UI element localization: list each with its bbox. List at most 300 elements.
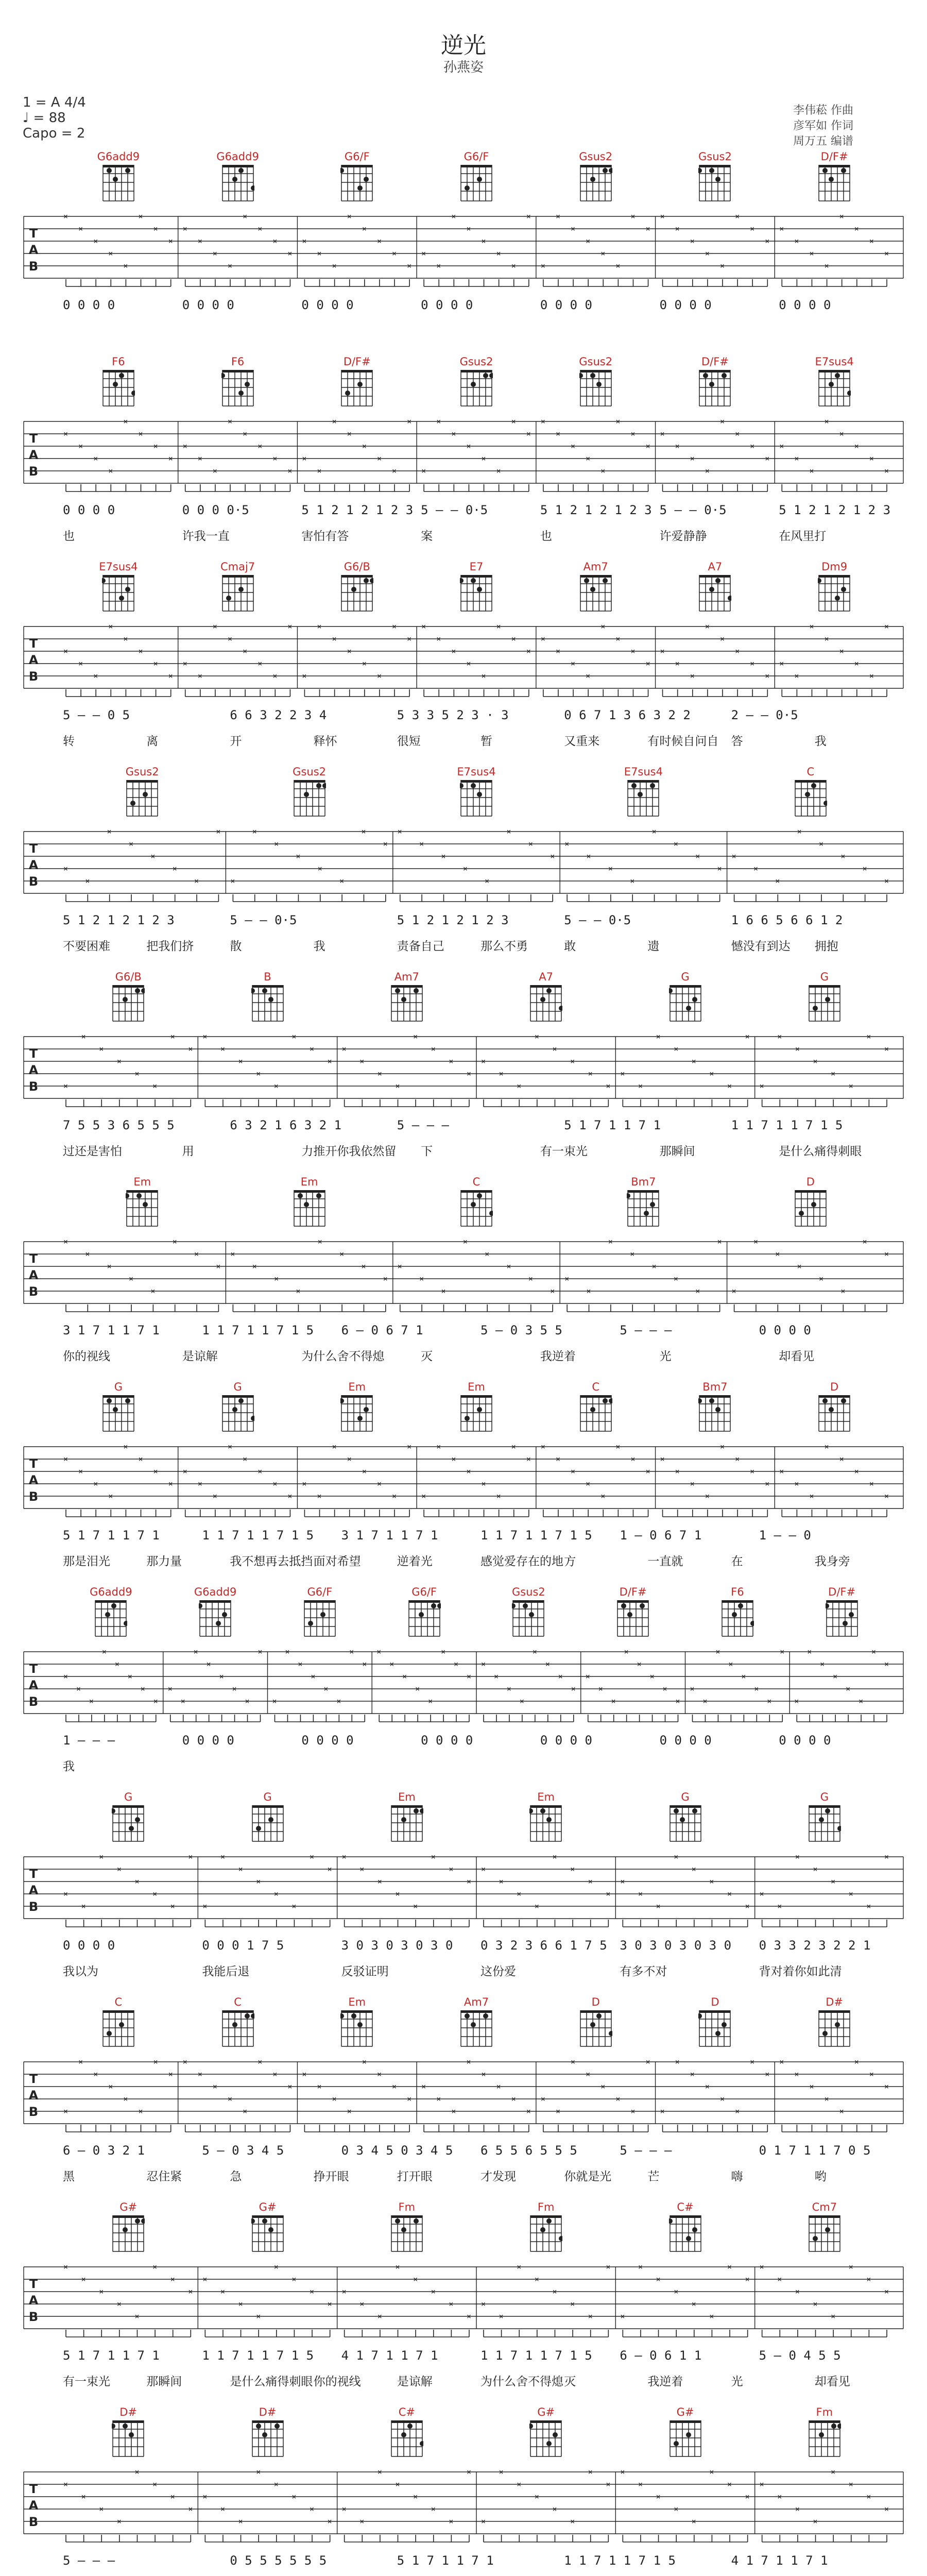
chord-diagram: [293, 779, 326, 817]
chord-name: E7: [469, 561, 484, 573]
svg-text:×: ×: [765, 2070, 770, 2079]
chord-diagram: [251, 2419, 284, 2458]
numbered-notation: 0 3 3 2 3 2 2 1: [759, 1938, 871, 1953]
chord-name: D: [806, 1176, 815, 1188]
chord-row: [23, 1585, 904, 1641]
svg-text:×: ×: [526, 212, 531, 221]
svg-text:×: ×: [392, 1492, 397, 1501]
svg-text:×: ×: [600, 622, 606, 631]
svg-text:×: ×: [108, 2082, 113, 2091]
tab-system: [23, 1790, 904, 1990]
svg-text:×: ×: [376, 454, 382, 463]
svg-text:×: ×: [727, 2262, 732, 2272]
svg-text:×: ×: [797, 1262, 802, 1271]
svg-text:×: ×: [813, 1865, 818, 1874]
artist-name: 孙燕姿: [443, 60, 484, 75]
svg-text:×: ×: [759, 2480, 764, 2489]
svg-text:×: ×: [152, 1081, 158, 1091]
svg-text:×: ×: [99, 2504, 104, 2514]
svg-text:×: ×: [831, 1069, 836, 1078]
chord-diagram: [390, 984, 423, 1022]
svg-text:×: ×: [467, 1877, 472, 1886]
chord: [245, 2200, 291, 2252]
svg-text:×: ×: [258, 1467, 263, 1476]
svg-text:×: ×: [570, 2517, 575, 2526]
tab-system: [23, 560, 904, 759]
numbered-notation: 5 1 2 1 2 1 2 3: [301, 503, 414, 517]
svg-text:×: ×: [517, 1081, 522, 1091]
svg-text:×: ×: [93, 236, 98, 246]
chord: [692, 149, 738, 202]
chord: [801, 970, 848, 1022]
svg-text:×: ×: [114, 1659, 119, 1669]
svg-text:×: ×: [392, 466, 397, 476]
svg-text:×: ×: [134, 1877, 140, 1886]
svg-text:×: ×: [656, 2275, 661, 2284]
svg-text:×: ×: [735, 647, 740, 656]
svg-text:×: ×: [884, 876, 889, 886]
chord: [95, 560, 142, 612]
lyric: 灭: [564, 2375, 576, 2388]
svg-text:×: ×: [383, 1274, 388, 1283]
svg-text:×: ×: [376, 671, 382, 681]
tab-staff: [23, 826, 904, 904]
lyric: 是什么痛得刺眼: [779, 1145, 862, 1158]
svg-text:×: ×: [585, 1672, 590, 1681]
svg-text:×: ×: [795, 2287, 800, 2296]
chord-name: G#: [119, 2201, 138, 2213]
chord: [662, 1790, 709, 1842]
svg-text:×: ×: [854, 442, 859, 451]
svg-text:×: ×: [419, 839, 424, 849]
tab-system: [23, 970, 904, 1170]
svg-text:×: ×: [197, 454, 202, 463]
composer-credit: 李伟菘 作曲: [793, 104, 853, 117]
svg-text:×: ×: [341, 1044, 347, 1054]
svg-text:×: ×: [691, 2517, 696, 2526]
svg-text:×: ×: [481, 671, 486, 681]
svg-text:×: ×: [754, 1684, 759, 1693]
svg-text:×: ×: [467, 2467, 472, 2477]
svg-text:×: ×: [193, 1647, 198, 1656]
chord-diagram: [293, 1189, 326, 1227]
svg-text:×: ×: [138, 2107, 143, 2116]
numbered-notation: 0 0 0 0: [421, 298, 473, 312]
svg-text:×: ×: [85, 876, 90, 886]
svg-text:×: ×: [839, 647, 844, 656]
svg-text:×: ×: [638, 1889, 643, 1899]
svg-text:×: ×: [238, 2517, 243, 2526]
svg-text:×: ×: [571, 1684, 576, 1693]
svg-text:×: ×: [506, 1262, 511, 1271]
svg-text:×: ×: [735, 1454, 740, 1464]
svg-text:×: ×: [63, 2480, 68, 2489]
lyric: 为什么舍不得熄: [301, 1350, 385, 1363]
svg-text:×: ×: [228, 634, 233, 643]
notation-row: [23, 913, 904, 934]
svg-text:×: ×: [884, 2082, 889, 2091]
svg-text:×: ×: [220, 2504, 225, 2514]
svg-text:×: ×: [466, 442, 471, 451]
svg-text:×: ×: [719, 634, 725, 643]
chord-name: D/F#: [343, 355, 371, 368]
svg-text:×: ×: [511, 417, 516, 426]
svg-text:×: ×: [615, 261, 621, 270]
chord: [714, 1585, 761, 1637]
chord-diagram: [102, 1394, 135, 1432]
svg-text:×: ×: [197, 2070, 202, 2079]
svg-text:×: ×: [63, 2262, 68, 2272]
chord-name: D: [591, 1996, 600, 2008]
chord-name: Fm: [816, 2406, 833, 2418]
lyric: 责备自己: [397, 940, 444, 953]
chord-diagram: [460, 1394, 493, 1432]
chord-name: G6add9: [216, 150, 259, 163]
svg-text:×: ×: [866, 1902, 871, 1911]
numbered-notation: 1 1 7 1 1 7 1 5: [202, 1528, 314, 1543]
numbered-notation: 5 — — 0·5: [230, 913, 297, 927]
svg-text:×: ×: [779, 224, 784, 233]
svg-text:×: ×: [361, 1262, 366, 1271]
chord-name: G6/F: [307, 1586, 333, 1598]
lyric: 我身旁: [814, 1555, 850, 1568]
svg-text:×: ×: [107, 827, 112, 836]
svg-text:×: ×: [765, 236, 770, 246]
svg-text:×: ×: [116, 2517, 122, 2526]
svg-text:×: ×: [519, 1697, 524, 1706]
svg-text:×: ×: [347, 429, 352, 438]
chord-name: C: [114, 1996, 123, 2008]
svg-text:×: ×: [674, 2504, 679, 2514]
chord-row: [23, 2405, 904, 2462]
svg-text:×: ×: [794, 454, 799, 463]
svg-text:×: ×: [108, 622, 113, 631]
tab-clef-letter: B: [28, 1694, 39, 1709]
chord-name: E7sus4: [457, 766, 496, 778]
tab-system: [23, 2200, 904, 2400]
svg-text:×: ×: [526, 2107, 531, 2116]
svg-text:×: ×: [767, 1697, 772, 1706]
svg-text:×: ×: [884, 1852, 889, 1861]
svg-text:×: ×: [552, 1852, 557, 1861]
svg-text:×: ×: [779, 1467, 784, 1476]
svg-text:×: ×: [116, 2299, 122, 2309]
lyrics-row: [23, 527, 904, 547]
lyric: 也: [540, 530, 552, 543]
svg-text:×: ×: [481, 2070, 486, 2079]
numbered-notation: 1 1 7 1 1 7 1 5: [202, 1323, 314, 1337]
chord: [620, 1175, 666, 1227]
svg-text:×: ×: [656, 1032, 661, 1041]
svg-text:×: ×: [349, 1647, 354, 1656]
chord-diagram: [698, 1394, 731, 1432]
chord-diagram: [579, 369, 612, 407]
svg-text:×: ×: [361, 827, 366, 836]
svg-text:×: ×: [347, 2107, 352, 2116]
chord-diagram: [818, 2009, 851, 2047]
svg-text:×: ×: [571, 2057, 576, 2066]
numbered-notation: 0 3 4 5 0 3 4 5: [341, 2143, 453, 2158]
svg-text:×: ×: [302, 2070, 307, 2079]
numbered-notation: 5 1 2 1 2 1 2 3: [397, 913, 509, 927]
svg-text:×: ×: [339, 876, 345, 886]
svg-text:×: ×: [392, 2082, 397, 2091]
svg-text:×: ×: [620, 2312, 625, 2321]
chord: [811, 560, 857, 612]
svg-text:×: ×: [138, 1454, 143, 1464]
chord-name: Gsus2: [579, 355, 613, 368]
tab-clef-letter: T: [29, 1046, 38, 1061]
svg-text:×: ×: [212, 1492, 217, 1501]
svg-text:×: ×: [705, 1492, 710, 1501]
svg-text:×: ×: [745, 2492, 750, 2501]
svg-text:×: ×: [359, 2517, 365, 2526]
svg-text:×: ×: [586, 671, 591, 681]
svg-text:×: ×: [600, 249, 606, 258]
svg-text:×: ×: [571, 442, 576, 451]
svg-text:×: ×: [854, 224, 859, 233]
chord-name: G: [820, 1791, 829, 1803]
lyric: 有一束光: [540, 1145, 588, 1158]
svg-text:×: ×: [451, 212, 456, 221]
numbered-notation: 0 0 0 0: [779, 298, 831, 312]
chord: [692, 1995, 738, 2047]
chord: [692, 1380, 738, 1432]
chord-row: [23, 765, 904, 821]
tab-clef-letter: T: [29, 1456, 38, 1471]
svg-text:×: ×: [745, 1032, 750, 1041]
svg-text:×: ×: [359, 1057, 365, 1066]
svg-text:×: ×: [794, 1697, 799, 1706]
chord-name: D/F#: [820, 150, 848, 163]
svg-text:×: ×: [691, 1865, 696, 1874]
chord: [801, 2405, 848, 2458]
lyric: 感觉爱存在的地: [480, 1555, 563, 1568]
lyrics-row: [23, 2372, 904, 2393]
song-title: 逆光: [441, 32, 486, 59]
chord-diagram: [390, 2214, 423, 2252]
svg-text:×: ×: [859, 1697, 864, 1706]
chord-row: [23, 1790, 904, 1846]
svg-text:×: ×: [813, 1057, 818, 1066]
svg-text:×: ×: [272, 671, 278, 681]
svg-text:×: ×: [273, 1889, 279, 1899]
svg-text:×: ×: [690, 1684, 695, 1693]
svg-text:×: ×: [167, 1684, 173, 1693]
tab-clef-letter: T: [29, 431, 38, 446]
chord: [215, 1380, 261, 1432]
chord-name: B: [264, 971, 271, 983]
chord: [573, 1380, 619, 1432]
numbered-notation: 5 1 2 1 2 1 2 3: [63, 913, 175, 927]
svg-text:×: ×: [467, 2312, 472, 2321]
numbered-notation: 5 — — 0·5: [421, 503, 488, 517]
numbered-notation: 6 — 0 3 2 1: [63, 2143, 145, 2158]
lyrics-row: [23, 1962, 904, 1982]
lyric: 下: [421, 1145, 433, 1158]
svg-text:×: ×: [359, 2299, 365, 2309]
lyric: 拥抱: [814, 940, 838, 953]
numbered-notation: 0 3 2 3 6 6 1 7 5: [480, 1938, 607, 1953]
svg-text:×: ×: [526, 1454, 531, 1464]
lyrics-row: [23, 1757, 904, 1777]
lyric: 我逆着: [540, 1350, 576, 1363]
svg-text:×: ×: [511, 2094, 516, 2104]
svg-text:×: ×: [848, 2480, 853, 2489]
svg-text:×: ×: [341, 2504, 347, 2514]
svg-text:×: ×: [134, 1069, 140, 1078]
chord-row: [23, 354, 904, 411]
svg-text:×: ×: [662, 1684, 667, 1693]
svg-text:×: ×: [833, 1672, 838, 1681]
svg-text:×: ×: [809, 2082, 814, 2091]
svg-text:×: ×: [170, 2492, 175, 2501]
svg-text:×: ×: [415, 1684, 420, 1693]
svg-text:×: ×: [660, 1454, 665, 1464]
numbered-notation: 5 1 7 1 1 7 1: [397, 2553, 494, 2568]
svg-text:×: ×: [571, 659, 576, 668]
tab-system: [23, 765, 904, 964]
svg-text:×: ×: [188, 2504, 193, 2514]
chord: [95, 149, 142, 202]
chord: [105, 2405, 151, 2458]
svg-text:×: ×: [862, 864, 867, 873]
lyric: 在风里打: [779, 530, 827, 543]
svg-text:×: ×: [287, 466, 293, 476]
svg-text:×: ×: [436, 261, 441, 270]
svg-text:×: ×: [795, 1044, 800, 1054]
chord-name: G#: [259, 2201, 277, 2213]
chord-row: [23, 1995, 904, 2052]
tab-clef-letter: A: [28, 653, 39, 667]
svg-text:×: ×: [123, 634, 128, 643]
svg-text:×: ×: [419, 1274, 424, 1283]
chord-diagram: [460, 2009, 493, 2047]
lyric: 转: [63, 735, 75, 748]
svg-text:×: ×: [317, 249, 322, 258]
svg-text:×: ×: [395, 2262, 400, 2272]
svg-text:×: ×: [138, 429, 143, 438]
svg-text:×: ×: [794, 236, 799, 246]
svg-text:×: ×: [511, 634, 516, 643]
svg-text:×: ×: [588, 1877, 593, 1886]
svg-text:×: ×: [630, 1454, 636, 1464]
chord: [215, 354, 261, 407]
svg-text:×: ×: [690, 671, 695, 681]
chord: [523, 2405, 569, 2458]
svg-text:×: ×: [765, 1479, 770, 1488]
svg-text:×: ×: [317, 1492, 322, 1501]
numbered-notation: 7 5 5 3 6 5 5 5: [63, 1118, 175, 1132]
svg-text:×: ×: [327, 1057, 332, 1066]
svg-text:×: ×: [230, 1249, 235, 1259]
svg-text:×: ×: [413, 2275, 418, 2284]
svg-text:×: ×: [362, 1659, 367, 1669]
svg-text:×: ×: [347, 212, 352, 221]
chord: [662, 2405, 709, 2458]
lyric: 光: [731, 2375, 743, 2388]
svg-text:×: ×: [99, 1852, 104, 1861]
svg-text:×: ×: [809, 1492, 814, 1501]
tempo-marking: ♩ = 88: [23, 110, 66, 126]
svg-text:×: ×: [831, 1877, 836, 1886]
svg-text:×: ×: [545, 1659, 550, 1669]
lyric: 敢: [564, 940, 576, 953]
svg-text:×: ×: [466, 2057, 471, 2066]
chord-diagram: [698, 2009, 731, 2047]
chord: [453, 560, 500, 612]
chord-name: F6: [731, 1586, 744, 1598]
numbered-notation: 1 1 7 1 1 7 1 5: [731, 1118, 843, 1132]
svg-text:×: ×: [600, 466, 606, 476]
lyrics-row: [23, 1142, 904, 1162]
chord-name: D#: [119, 2406, 138, 2418]
svg-text:×: ×: [499, 2467, 504, 2477]
svg-text:×: ×: [392, 622, 397, 631]
chord-name: Bm7: [702, 1381, 728, 1393]
lyric: 是什么痛得刺眼: [230, 2375, 313, 2388]
svg-text:×: ×: [795, 1852, 800, 1861]
svg-text:×: ×: [620, 2467, 625, 2477]
svg-text:×: ×: [397, 1262, 402, 1271]
svg-text:×: ×: [588, 1069, 593, 1078]
chord-name: G6/B: [344, 561, 370, 573]
lyric: 那力量: [146, 1555, 182, 1568]
lyric: 方: [564, 1555, 576, 1568]
lyric: 忍住紧: [146, 2170, 182, 2183]
svg-text:×: ×: [256, 2312, 261, 2321]
svg-text:×: ×: [840, 852, 846, 861]
svg-text:×: ×: [377, 2467, 382, 2477]
tab-staff: [23, 1236, 904, 1314]
svg-text:×: ×: [660, 2107, 665, 2116]
lyric: 是谅解: [182, 1350, 218, 1363]
svg-text:×: ×: [608, 1237, 613, 1246]
chord-diagram: [579, 574, 612, 612]
svg-text:×: ×: [108, 1492, 113, 1501]
svg-text:×: ×: [377, 2312, 382, 2321]
chord-diagram: [579, 2009, 612, 2047]
svg-text:×: ×: [449, 2517, 454, 2526]
chord: [384, 970, 430, 1022]
svg-text:×: ×: [745, 2275, 750, 2284]
svg-text:×: ×: [690, 236, 695, 246]
svg-text:×: ×: [332, 634, 337, 643]
chord-name: D/F#: [828, 1586, 856, 1598]
svg-text:×: ×: [586, 1286, 591, 1296]
svg-text:×: ×: [839, 212, 844, 221]
svg-text:×: ×: [540, 261, 545, 270]
chord: [453, 354, 500, 407]
svg-text:×: ×: [630, 647, 636, 656]
svg-text:×: ×: [884, 466, 889, 476]
svg-text:×: ×: [645, 2057, 650, 2066]
chord-name: G6add9: [90, 1586, 132, 1598]
svg-text:×: ×: [540, 417, 545, 426]
svg-text:×: ×: [854, 2057, 859, 2066]
numbered-notation: 4 1 7 1 1 7 1: [731, 2553, 828, 2568]
svg-text:×: ×: [63, 1237, 68, 1246]
chord: [453, 1380, 500, 1432]
svg-text:×: ×: [202, 2492, 208, 2501]
tab-clef-letter: T: [29, 2277, 38, 2291]
svg-text:×: ×: [230, 876, 235, 886]
svg-text:×: ×: [675, 659, 680, 668]
svg-text:×: ×: [606, 1081, 611, 1091]
numbered-notation: 5 3 3 5 2 3 · 3: [397, 708, 509, 722]
svg-text:×: ×: [291, 2275, 297, 2284]
svg-text:×: ×: [228, 417, 233, 426]
